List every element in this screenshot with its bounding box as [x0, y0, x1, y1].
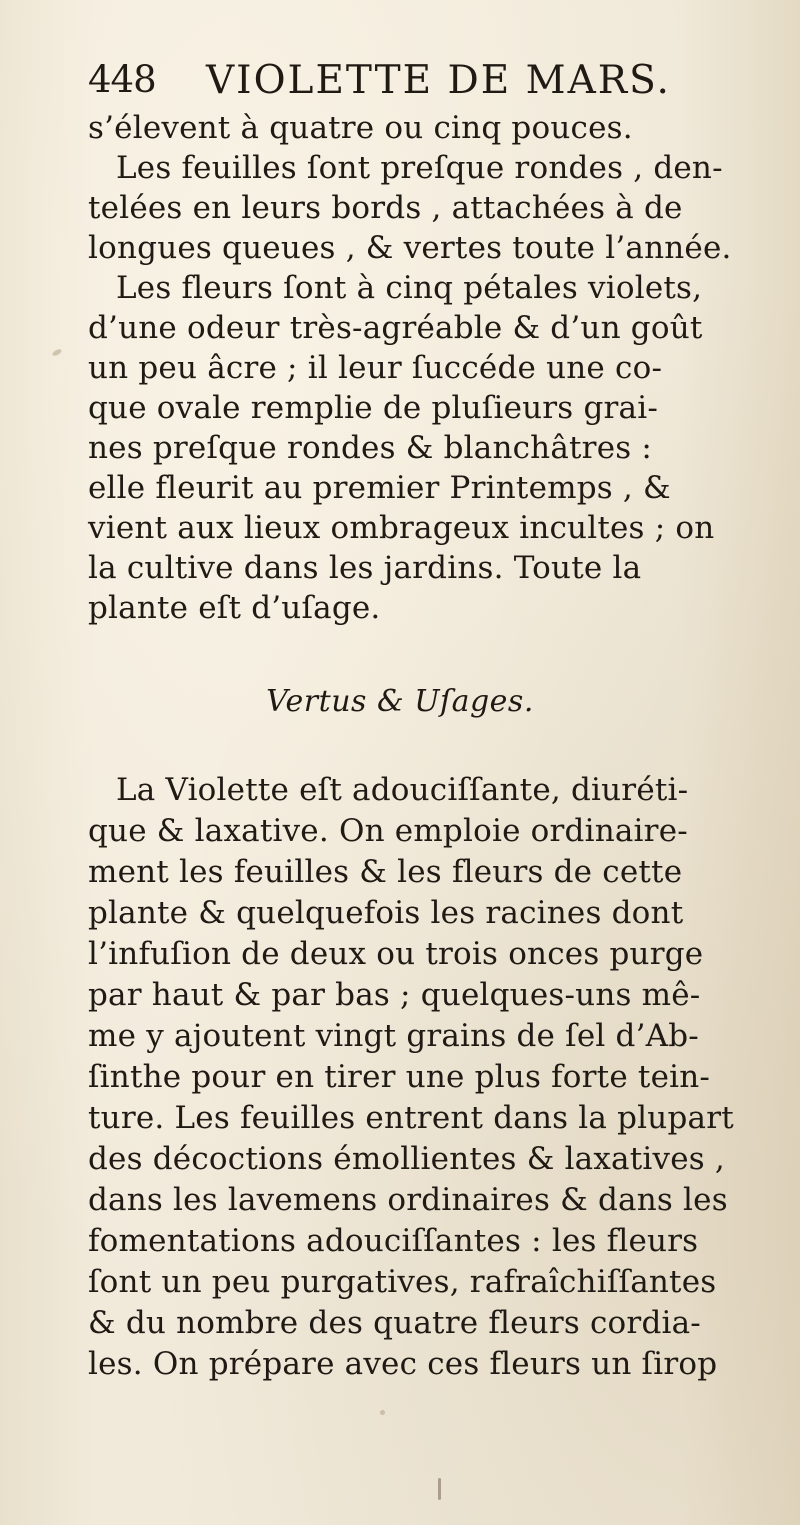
page-header: [88, 58, 728, 104]
text-line: elle fleurit au premier Printemps , &: [88, 470, 671, 506]
section-heading: Vertus & Uſages.: [266, 684, 534, 719]
text-line: nes preſque rondes & blanchâtres :: [88, 430, 653, 466]
text-line: longues queues , & vertes toute l’année.: [88, 230, 732, 266]
text-line: la cultive dans les jardins. Toute la: [88, 550, 642, 586]
text-line: l’infuſion de deux ou trois onces purge: [88, 936, 704, 972]
text-line: que & laxative. On emploie ordinaire-: [88, 813, 688, 849]
text-line: ture. Les feuilles entrent dans la plupart: [88, 1100, 734, 1136]
text-line: ſinthe pour en tirer une plus forte tein-: [88, 1059, 711, 1095]
paper-blemish: [51, 348, 62, 357]
paper-blemish: [438, 1478, 441, 1500]
running-head: VIOLETTE DE MARS.: [206, 58, 671, 103]
text-line: d’une odeur très-agréable & d’un goût: [88, 310, 703, 346]
text-line: un peu âcre ; il leur ſuccéde une co-: [88, 350, 663, 386]
text-line: plante eſt d’uſage.: [88, 590, 381, 626]
text-line: La Violette eſt adouciſſante, diuréti-: [116, 772, 689, 808]
text-line: dans les lavemens ordinaires & dans les: [88, 1182, 728, 1218]
page-number: 448: [88, 58, 156, 101]
text-line: ment les feuilles & les fleurs de cette: [88, 854, 683, 890]
text-line: par haut & par bas ; quelques-uns mê-: [88, 977, 701, 1013]
text-line: fomentations adouciſſantes : les fleurs: [88, 1223, 699, 1259]
text-line: ſont un peu purgatives, rafraîchiſſantes: [88, 1264, 717, 1300]
text-line: Les feuilles ſont preſque rondes , den-: [116, 150, 723, 186]
text-line: Les fleurs ſont à cinq pétales violets,: [116, 270, 703, 306]
text-line: des décoctions émollientes & laxatives ,: [88, 1141, 725, 1177]
text-line: les. On prépare avec ces fleurs un ſirop: [88, 1346, 718, 1382]
text-line: telées en leurs bords , attachées à de: [88, 190, 683, 226]
paper-blemish: [380, 1410, 385, 1415]
text-line: me y ajoutent vingt grains de ſel d’Ab-: [88, 1018, 699, 1054]
text-line: & du nombre des quatre fleurs cordia-: [88, 1305, 701, 1341]
text-line: s’élevent à quatre ou cinq pouces.: [88, 110, 633, 146]
text-line: vient aux lieux ombrageux incultes ; on: [88, 510, 715, 546]
text-line: que ovale remplie de pluſieurs grai-: [88, 390, 658, 426]
text-line: plante & quelquefois les racines dont: [88, 895, 684, 931]
